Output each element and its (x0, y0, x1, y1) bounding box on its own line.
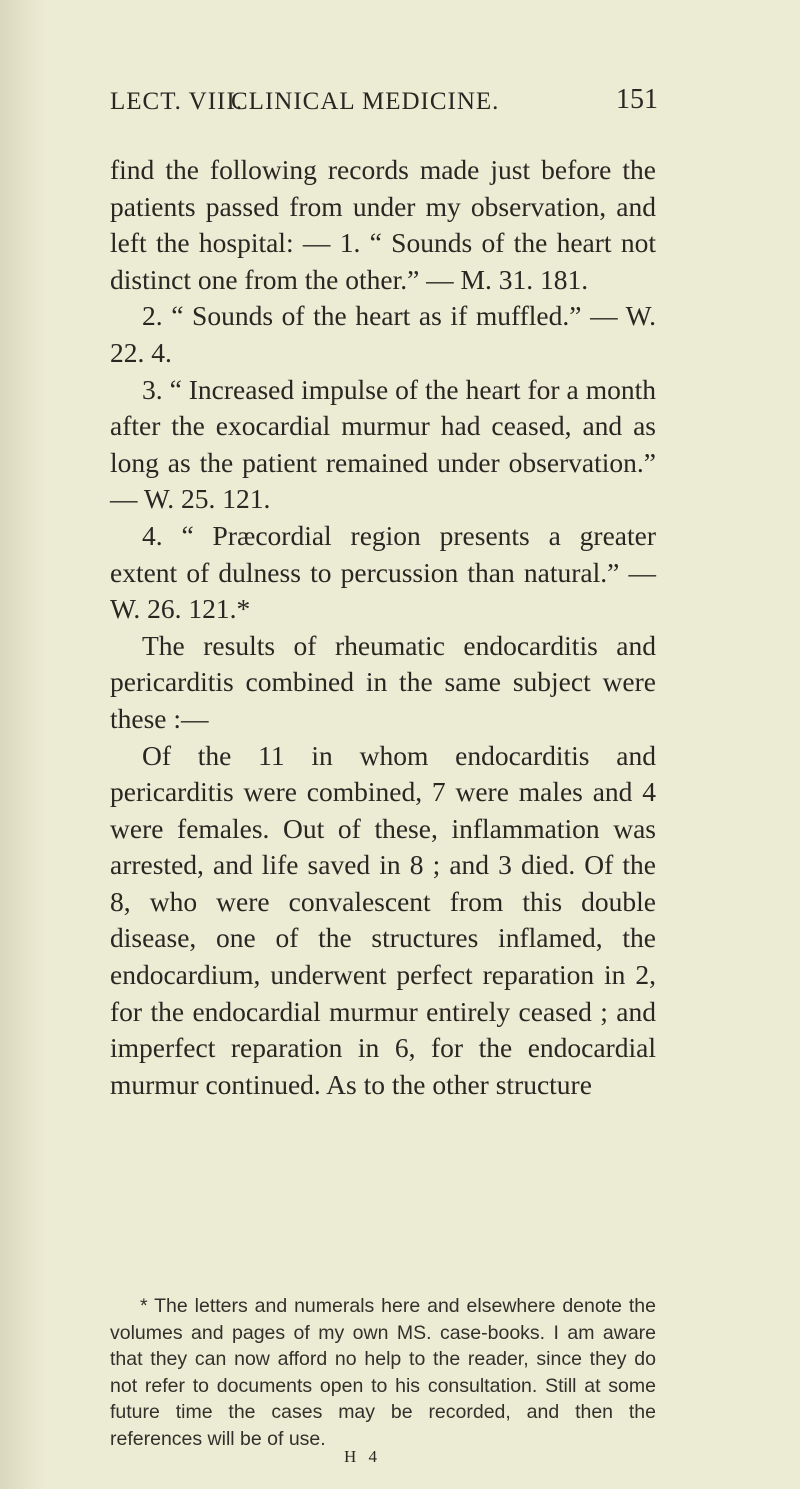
page-number: 151 (616, 84, 658, 115)
paragraph-record-4: 4. “ Præcordial region presents a greater extent of dulness to percussion than natural.” — W. 26. 121.* (110, 519, 656, 625)
signature-mark: H 4 (344, 1447, 382, 1466)
paragraph-combined-cases: Of the 11 in whom endocarditis and pericarditis were combined, 7 were males and 4 were females. Out of these, inflammation was arrested, and life saved in 8 ; and 3 died. Of the 8, who were convalescent from this double disease, one of the structures inflamed, the endocardium, underwent perfect reparation in 2, for the endocardial murmur entirely ceased ; and imperfect reparation in 6, for the endocardial murmur continued. As to the other structure (110, 739, 656, 1100)
paragraph-record-2: 2. “ Sounds of the heart as if muffled.” — W. 22. 4. (110, 300, 656, 368)
paragraph-results-intro: The results of rheumatic endocarditis and pericarditis combined in the same subject were these :— (110, 629, 656, 734)
body-text (110, 152, 656, 1103)
paragraph-records-intro: find the following records made just before the patients passed from under my observation, and left the hospital: — 1. “ Sounds of the heart not distinct one from the other.” — M. 31. 181. (110, 154, 656, 295)
footnote-text: * The letters and numerals here and elsewhere denote the volumes and pages of my own MS. case-books. I am aware that they can now afford no help to the reader, since they do not refer to documents open to his consultation. Still at some future time the cases may be recorded, and then the references will be of use. (110, 1295, 656, 1450)
running-header (110, 84, 658, 132)
footnote (110, 1293, 656, 1453)
page-edge-shadow (0, 0, 46, 1489)
paragraph-record-3: 3. “ Increased impulse of the heart for a month after the exocardial murmur had ceased, and as long as the patient remained under observation.” — W. 25. 121. (110, 373, 656, 515)
header-title: CLINICAL MEDICINE. (231, 88, 500, 115)
header-lecture: LECT. VIII. (110, 88, 243, 115)
